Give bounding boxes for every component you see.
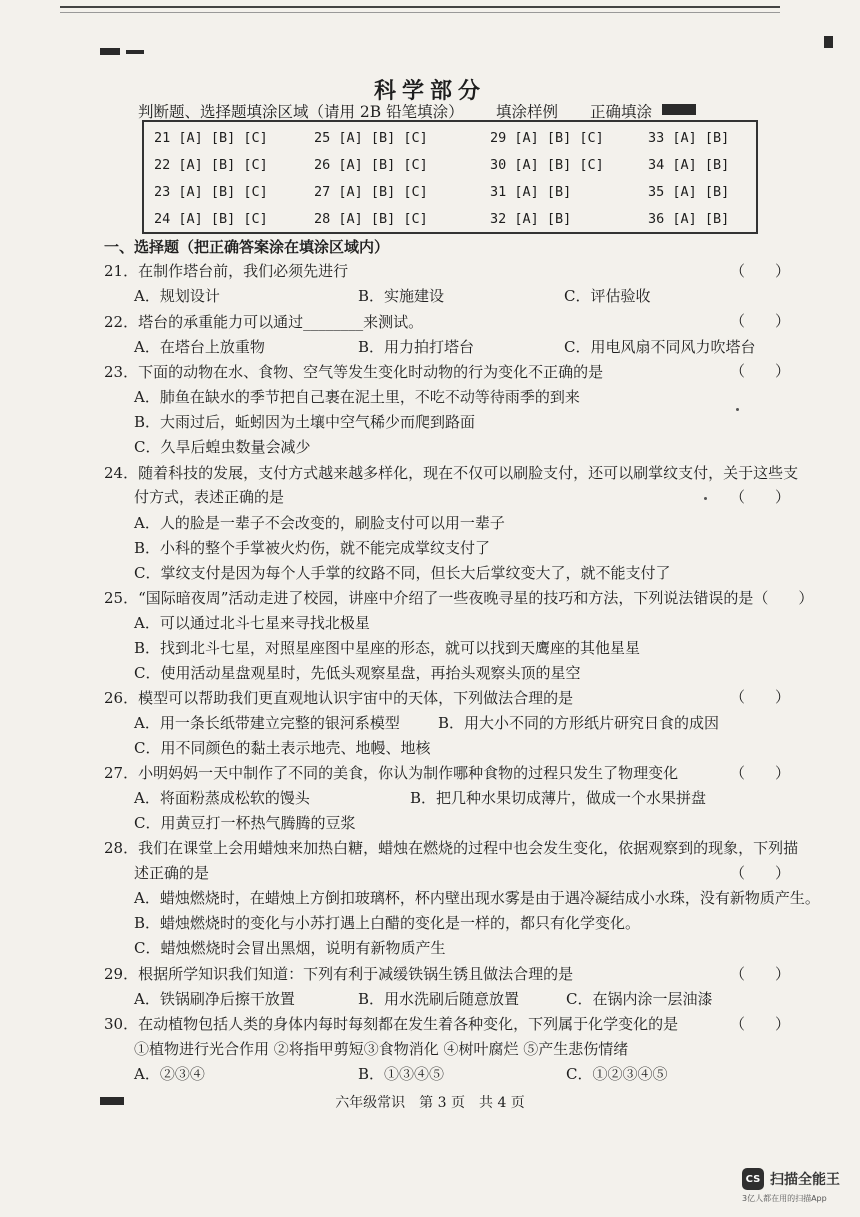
option-b: B．①③④⑤ (358, 1065, 445, 1083)
option-b: B．蜡烛燃烧时的变化与小苏打遇上白醋的变化是一样的，都只有化学变化。 (134, 914, 641, 932)
question-stem: 22．塔台的承重能力可以通过________来测试。 (104, 313, 424, 331)
sample-label: 填涂样例 (496, 103, 559, 121)
answer-parens: （ ） (730, 1015, 791, 1033)
question-stem: 27．小明妈妈一天中制作了不同的美食，你认为制作哪种食物的过程只发生了物理变化 (104, 764, 679, 782)
option-b: B．用大小不同的方形纸片研究日食的成因 (438, 714, 720, 732)
option-c: C．掌纹支付是因为每个人手掌的纹路不同，但长大后掌纹变大了，就不能支付了 (134, 564, 671, 582)
option-c: C．久旱后蝗虫数量会减少 (134, 438, 311, 456)
correct-label: 正确填涂 (590, 103, 653, 121)
option-a: A．②③④ (134, 1065, 205, 1083)
option-a: A．在塔台上放重物 (134, 338, 265, 356)
option-c: C．用不同颜色的黏土表示地壳、地幔、地核 (134, 739, 431, 757)
bubble-item[interactable]: 28 [A] [B] [C] (314, 211, 428, 227)
option-b: B．找到北斗七星，对照星座图中星座的形态，就可以找到天鹰座的其他星星 (134, 639, 641, 657)
alignment-mark (824, 36, 833, 48)
scanner-tagline: 3亿人都在用的扫描App (742, 1194, 827, 1203)
answer-parens: （ ） (730, 262, 791, 280)
question-stem: 26．模型可以帮助我们更直观地认识宇宙中的天体，下列做法合理的是 (104, 689, 574, 707)
option-c: C．蜡烛燃烧时会冒出黑烟，说明有新物质产生 (134, 939, 446, 957)
bubble-item[interactable]: 25 [A] [B] [C] (314, 130, 428, 146)
question-stem: 30．在动植物包括人类的身体内每时每刻都在发生着各种变化，下列属于化学变化的是 (104, 1015, 679, 1033)
option-b: B．把几种水果切成薄片，做成一个水果拼盘 (410, 789, 707, 807)
question-stem: 29．根据所学知识我们知道：下列有利于减缓铁锅生锈且做法合理的是 (104, 965, 574, 983)
question-stem-cont: 付方式，表述正确的是 (134, 488, 285, 506)
answer-parens: （ ） (730, 488, 791, 506)
bubble-item[interactable]: 33 [A] [B] (648, 130, 730, 146)
bubble-item[interactable]: 32 [A] [B] (490, 211, 572, 227)
answer-parens: （ ） (730, 965, 791, 983)
question-stem: 23．下面的动物在水、食物、空气等发生变化时动物的行为变化不正确的是 (104, 363, 604, 381)
option-c: C．评估验收 (564, 287, 651, 305)
bubble-item[interactable]: 31 [A] [B] (490, 184, 572, 200)
question-stem-cont: ①植物进行光合作用 ②将指甲剪短③食物消化 ④树叶腐烂 ⑤产生悲伤情绪 (134, 1040, 629, 1058)
page-footer: 六年级常识 第 3 页 共 4 页 (335, 1095, 525, 1111)
option-a: A．人的脸是一辈子不会改变的，刷脸支付可以用一辈子 (134, 514, 505, 532)
option-c: C．用黄豆打一杯热气腾腾的豆浆 (134, 814, 356, 832)
bubble-item[interactable]: 36 [A] [B] (648, 211, 730, 227)
bubble-item[interactable]: 21 [A] [B] [C] (154, 130, 268, 146)
alignment-mark (126, 50, 144, 54)
section-heading: 一、选择题（把正确答案涂在填涂区域内） (104, 238, 390, 256)
option-c: C．用电风扇不同风力吹塔台 (564, 338, 756, 356)
option-c: C．使用活动星盘观星时，先低头观察星盘，再抬头观察头顶的星空 (134, 664, 581, 682)
scan-top-edge-2 (60, 12, 780, 13)
scan-speck (704, 497, 707, 500)
scanner-app-name: 扫描全能王 (770, 1172, 840, 1188)
scanner-watermark (742, 1168, 840, 1190)
option-a: A．蜡烛燃烧时，在蜡烛上方倒扣玻璃杯，杯内壁出现水雾是由于遇冷凝结成小水珠，没有新物质产生。 (134, 889, 820, 907)
alignment-mark (100, 48, 120, 55)
answer-parens: （ ） (730, 688, 791, 706)
option-a: A．铁锅刷净后擦干放置 (134, 990, 295, 1008)
answer-bubble-area (142, 120, 758, 234)
answer-parens: （ ） (730, 764, 791, 782)
option-c: C．在锅内涂一层油漆 (566, 990, 713, 1008)
bubble-item[interactable]: 29 [A] [B] [C] (490, 130, 604, 146)
bubble-item[interactable]: 34 [A] [B] (648, 157, 730, 173)
option-c: C．①②③④⑤ (566, 1065, 668, 1083)
question-stem: 28．我们在课堂上会用蜡烛来加热白糖，蜡烛在燃烧的过程中也会发生变化，依据观察到的现象，下列描 (104, 839, 799, 857)
answer-parens: （ ） (730, 312, 791, 330)
question-stem: 25．“国际暗夜周”活动走进了校园，讲座中介绍了一些夜晚寻星的技巧和方法，下列说法错误的是（ ） (104, 589, 814, 607)
bubble-item[interactable]: 22 [A] [B] [C] (154, 157, 268, 173)
question-stem-cont: 述正确的是 (134, 864, 210, 882)
question-stem: 21．在制作塔台前，我们必须先进行 (104, 262, 349, 280)
option-b: B．用力拍打塔台 (358, 338, 475, 356)
scan-top-edge (60, 6, 780, 8)
fill-instruction-row (138, 100, 778, 122)
answer-parens: （ ） (730, 864, 791, 882)
bubble-item[interactable]: 30 [A] [B] [C] (490, 157, 604, 173)
option-a: A．规划设计 (134, 287, 220, 305)
filled-sample-mark (662, 104, 696, 115)
option-a: A．用一条长纸带建立完整的银河系模型 (134, 714, 400, 732)
option-a: A．肺鱼在缺水的季节把自己裹在泥土里，不吃不动等待雨季的到来 (134, 388, 580, 406)
bubble-item[interactable]: 26 [A] [B] [C] (314, 157, 428, 173)
question-stem: 24．随着科技的发展，支付方式越来越多样化，现在不仅可以刷脸支付，还可以刷掌纹支付，关于这些支 (104, 464, 799, 482)
answer-parens: （ ） (730, 362, 791, 380)
bubble-item[interactable]: 24 [A] [B] [C] (154, 211, 268, 227)
option-b: B．小科的整个手掌被火灼伤，就不能完成掌纹支付了 (134, 539, 491, 557)
fill-instruction: 判断题、选择题填涂区域（请用 2B 铅笔填涂） (138, 103, 464, 121)
option-b: B．用水洗刷后随意放置 (358, 990, 520, 1008)
option-a: A．将面粉蒸成松软的馒头 (134, 789, 310, 807)
page-title: 科学部分 (373, 78, 486, 104)
bubble-item[interactable]: 23 [A] [B] [C] (154, 184, 268, 200)
option-b: B．实施建设 (358, 287, 445, 305)
option-b: B．大雨过后，蚯蚓因为土壤中空气稀少而爬到路面 (134, 413, 476, 431)
bubble-item[interactable]: 27 [A] [B] [C] (314, 184, 428, 200)
bubble-item[interactable]: 35 [A] [B] (648, 184, 730, 200)
option-a: A．可以通过北斗七星来寻找北极星 (134, 614, 370, 632)
scan-speck (736, 408, 739, 411)
cs-logo-icon: CS (742, 1168, 764, 1190)
